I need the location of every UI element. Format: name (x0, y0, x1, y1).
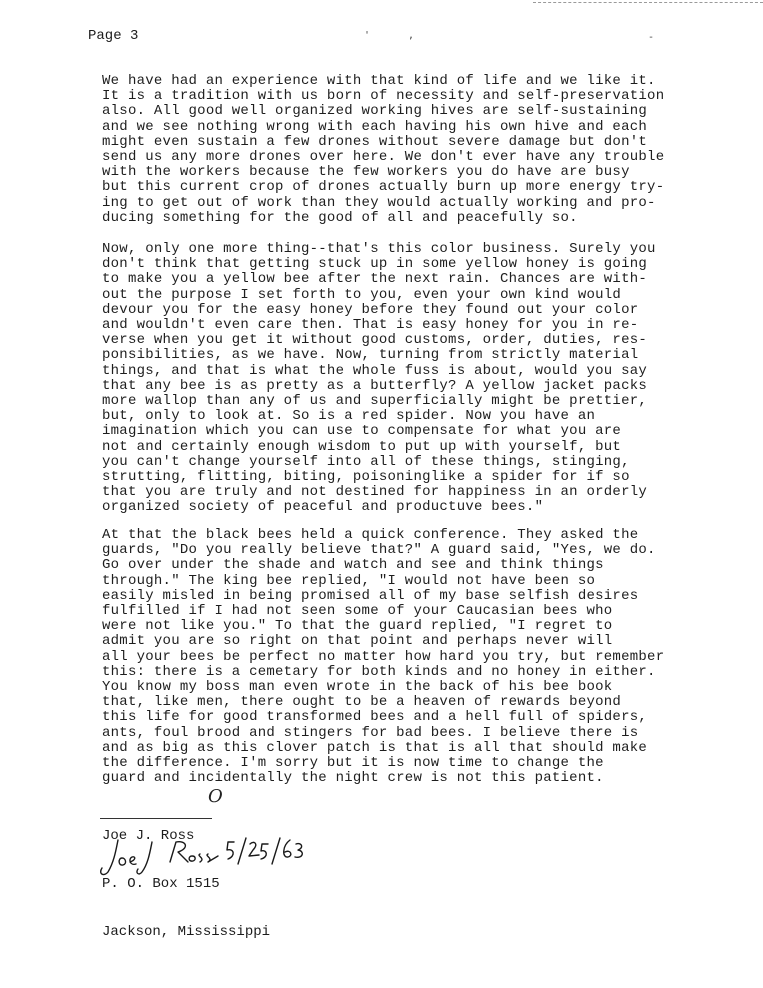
scan-speck: , (408, 30, 415, 41)
handwritten-signature (96, 832, 306, 880)
handwritten-circle-mark: O (208, 786, 223, 807)
body-paragraph-2: Now, only one more thing--that's this color business. Surely you don't think that getting stuck up in some yellow honey is going to make you a yellow bee after the next rain. Chances are with- out the purpose I set forth to you, even your own kind would devour you for the easy honey before they found out your color and wouldn't even care then. That is easy honey for you in re- verse when you get it without good customs, order, duties, res- ponsibilities, as we have. Now, turning from strictly material things, and that is what the whole fuss is about, would you say that any bee is as pretty as a butterfly? A yellow jacket packs more wallop than any of us and superficially might be prettier, but, only to look at. So is a red spider. Now you have an imagination which you can use to compensate for what you are not and certainly enough wisdom to put up with yourself, but you can't change yourself into all of these things, stinging, strutting, flitting, biting, poisoninglike a spider for if so that you are truly and not destined for happiness in an orderly organized society of peaceful and productuve bees." (102, 241, 656, 516)
page-number: Page 3 (88, 28, 139, 44)
signature-block (102, 796, 270, 972)
scan-speck: - (648, 32, 655, 43)
scan-speck: ' (364, 30, 371, 41)
body-paragraph-1: We have had an experience with that kind of life and we like it. It is a tradition with us born of necessity and self-preservation also. All good well organized working hives are self-sustaining and we see nothing wrong with each having his own hive and each might even sustain a few drones without severe damage but don't send us any more drones over here. We don't ever have any trouble with the workers because the few workers you do have are busy but this current crop of drones actually burn up more energy try- ing to get out of work than they would actually working and pro- ducing something for the good of all and peacefully so. (102, 73, 665, 226)
city-line: Jackson, Mississippi (102, 924, 271, 940)
page-edge-border (533, 2, 763, 3)
body-paragraph-3: At that the black bees held a quick conference. They asked the guards, "Do you really believe that?" A guard said, "Yes, we do. Go over under the shade and watch and see and think things through." The king bee replied, "I would not have been so easily misled in being promised all of my base selfish desires fulfilled if I had not seen some of your Caucasian bees who were not like you." To that the guard replied, "I regret to admit you are so right on that point and perhaps never will all your bees be perfect no matter how hard you try, but remember this: there is a cemetary for both kinds and no honey in either. You know my boss man even wrote in the back of his bee book that, like men, there ought to be a heaven of rewards beyond this life for good transformed bees and a hell full of spiders, ants, foul brood and stingers for bad bees. I believe there is and as big as this clover patch is that is all that should make the difference. I'm sorry but it is now time to change the guard and incidentally the night crew is not this patient. (102, 527, 665, 787)
address-line: P. O. Box 1515 (102, 876, 220, 892)
author-name: Joe J. Ross (102, 828, 195, 844)
strikethrough-line (100, 818, 212, 819)
